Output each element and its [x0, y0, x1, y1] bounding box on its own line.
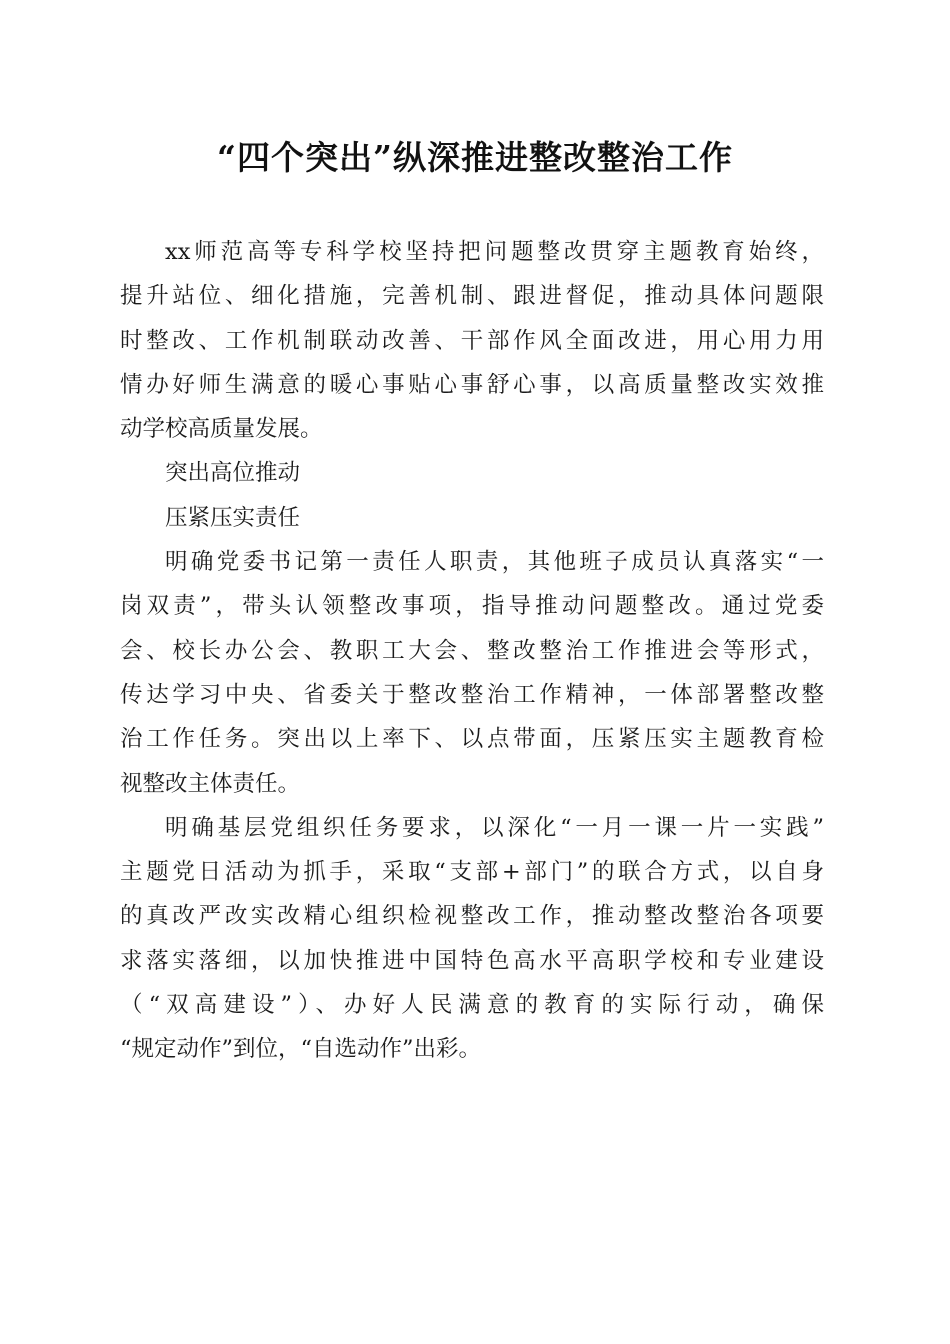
paragraph-line: 主题党日活动为抓手，采取“支部+部门”的联合方式，以自身: [120, 859, 824, 886]
subsection-heading-text: 压紧压实责任: [165, 504, 301, 531]
paragraph: [120, 806, 824, 1072]
paragraph-line: “规定动作”到位，“自选动作”出彩。: [120, 1036, 482, 1063]
paragraph-line: 时整改、工作机制联动改善、干部作风全面改进，用心用力用: [120, 327, 824, 354]
paragraph-line: 的真改严改实改精心组织检视整改工作，推动整改整治各项要: [120, 903, 824, 930]
paragraph-line: 提升站位、细化措施，完善机制、跟进督促，推动具体问题限: [120, 283, 824, 310]
paragraph-line: 治工作任务。突出以上率下、以点带面，压紧压实主题教育检: [120, 726, 824, 753]
paragraph-line: 传达学习中央、省委关于整改整治工作精神，一体部署整改整: [120, 681, 824, 708]
paragraph-line: 情办好师生满意的暖心事贴心事舒心事，以高质量整改实效推: [120, 371, 824, 398]
paragraph-line: 求落实落细，以加快推进中国特色高水平高职学校和专业建设: [120, 947, 824, 974]
paragraph: [120, 540, 824, 806]
paragraph: [120, 230, 824, 451]
paragraph-line: 会、校长办公会、教职工大会、整改整治工作推进会等形式，: [120, 637, 824, 664]
section-heading: [120, 451, 824, 495]
document-title: “四个突出”纵深推进整改整治工作: [217, 138, 733, 177]
paragraph-line: （“双高建设”）、办好人民满意的教育的实际行动，确保: [120, 992, 824, 1019]
paragraph-line: 岗双责”，带头认领整改事项，指导推动问题整改。通过党委: [120, 593, 824, 620]
paragraph-line: 动学校高质量发展。: [120, 416, 323, 443]
paragraph-line: 明确基层党组织任务要求，以深化“一月一课一片一实践”: [165, 814, 824, 841]
subsection-heading: [120, 496, 824, 540]
paragraph-line: 视整改主体责任。: [120, 770, 301, 797]
section-heading-text: 突出高位推动: [165, 460, 301, 487]
document-body: [120, 230, 824, 1072]
paragraph-line: xx师范高等专科学校坚持把问题整改贯穿主题教育始终，: [165, 239, 824, 265]
paragraph-line: 明确党委书记第一责任人职责，其他班子成员认真落实“一: [165, 549, 824, 576]
